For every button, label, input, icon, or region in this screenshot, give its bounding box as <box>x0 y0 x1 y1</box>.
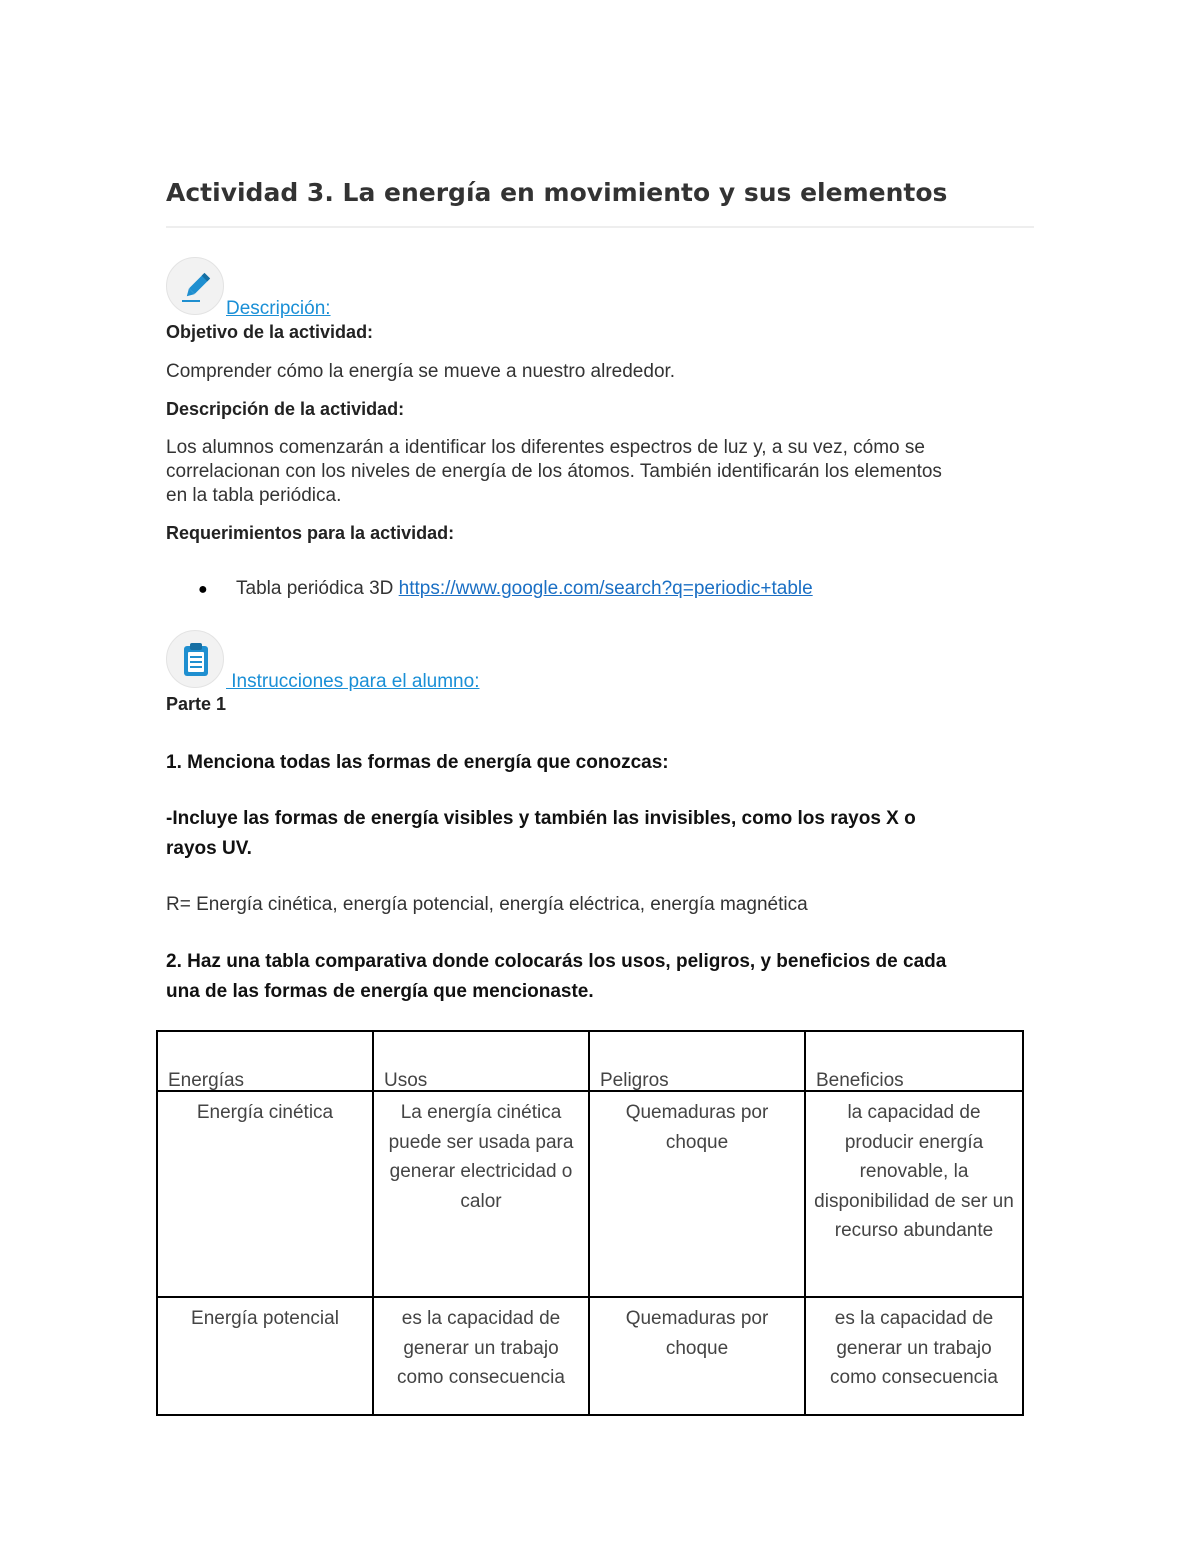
table-cell-usos: es la capacidad de generar un trabajo como consecuencia <box>373 1297 589 1415</box>
objetivo-label: Objetivo de la actividad: <box>166 322 374 342</box>
table-header-row <box>157 1031 1023 1091</box>
requerimiento-text: Tabla periódica 3D <box>236 578 399 599</box>
table-cell-energia: Energía cinética <box>157 1091 373 1297</box>
pencil-icon <box>166 257 224 315</box>
table-cell-peligros: Quemaduras por choque <box>589 1297 805 1415</box>
requerimientos-label: Requerimientos para la actividad: <box>166 523 455 543</box>
question-2-line: 2. Haz una tabla comparativa donde colocarás los usos, peligros, y beneficios de cada <box>166 951 947 972</box>
page-title: Actividad 3. La energía en movimiento y sus elementos <box>166 178 948 207</box>
descripcion-line: Los alumnos comenzarán a identificar los diferentes espectros de luz y, a su vez, cómo se <box>166 437 925 458</box>
table-row <box>157 1297 1023 1415</box>
table-header: Beneficios <box>805 1031 1023 1091</box>
energy-comparison-table <box>156 1030 1024 1416</box>
question-1-note-line: -Incluye las formas de energía visibles y también las invisibles, como los rayos X o <box>166 808 916 829</box>
objetivo-text: Comprender cómo la energía se mueve a nuestro alrededor. <box>166 361 676 382</box>
descripcion-link[interactable]: Descripción: <box>226 298 331 319</box>
table-cell-beneficios: la capacidad de producir energía renovable, la disponibilidad de ser un recurso abundante <box>805 1091 1023 1297</box>
descripcion-line: en la tabla periódica. <box>166 485 342 506</box>
clipboard-icon <box>166 630 224 688</box>
parte-label: Parte 1 <box>166 694 227 714</box>
descripcion-line: correlacionan con los niveles de energía de los átomos. También identificarán los elementos <box>166 461 942 482</box>
question-1-note <box>166 804 1026 864</box>
question-2-line: una de las formas de energía que mencionaste. <box>166 981 594 1002</box>
question-1-note-line: rayos UV. <box>166 838 252 859</box>
table-header: Peligros <box>589 1031 805 1091</box>
title-divider <box>166 226 1034 228</box>
instrucciones-link[interactable]: Instrucciones para el alumno: <box>226 671 480 692</box>
table-cell-beneficios: es la capacidad de generar un trabajo como consecuencia <box>805 1297 1023 1415</box>
table-cell-peligros: Quemaduras por choque <box>589 1091 805 1297</box>
table-row <box>157 1091 1023 1297</box>
table-header: Energías <box>157 1031 373 1091</box>
answer-1: R= Energía cinética, energía potencial, energía eléctrica, energía magnética <box>166 894 808 915</box>
descripcion-label: Descripción de la actividad: <box>166 399 405 419</box>
table-cell-energia: Energía potencial <box>157 1297 373 1415</box>
periodic-table-link[interactable]: https://www.google.com/search?q=periodic+table <box>398 578 813 599</box>
bullet-icon: ● <box>198 581 208 598</box>
question-1: 1. Menciona todas las formas de energía que conozcas: <box>166 752 669 773</box>
question-2 <box>166 947 1026 1007</box>
table-cell-usos: La energía cinética puede ser usada para generar electricidad o calor <box>373 1091 589 1297</box>
descripcion-paragraph <box>166 436 1026 508</box>
table-header: Usos <box>373 1031 589 1091</box>
